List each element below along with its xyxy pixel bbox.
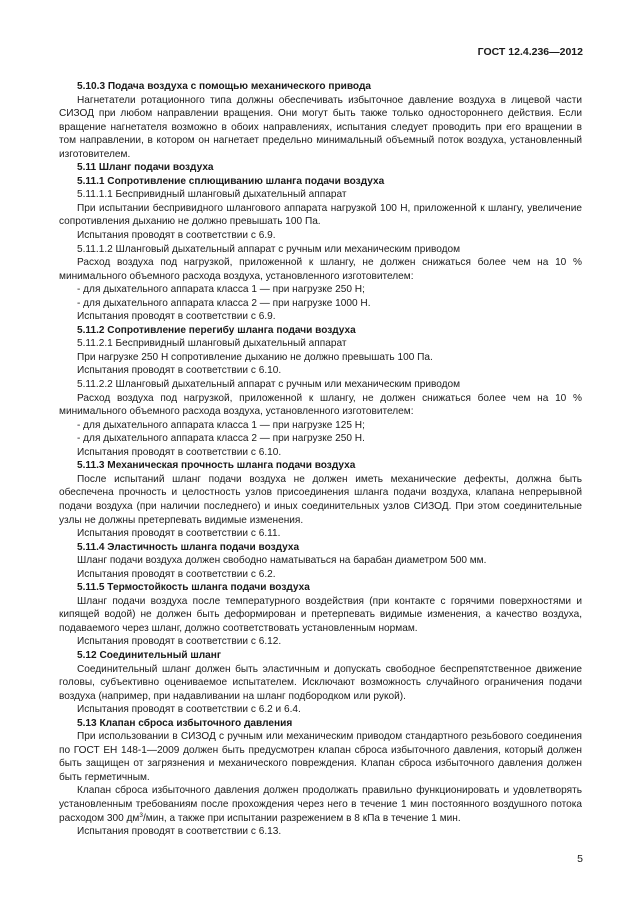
- superscript: 3: [139, 811, 143, 819]
- paragraph: Испытания проводят в соответствии с 6.9.: [77, 230, 276, 242]
- paragraph-text: Клапан сброса избыточного давления должен продолжать правильно функционировать и удовлетворять установленным требованиям после прохождения через него в течение 1 мин постоянного воздушного потока расходом 300 дм: [59, 785, 582, 824]
- paragraph: 5.11.2.2 Шланговый дыхательный аппарат с ручным или механическим приводом: [77, 379, 461, 391]
- paragraph: Расход воздуха под нагрузкой, приложенной к шлангу, не должен снижаться более чем на 10 % минимального объемного расхода воздуха, установленного изготовителем:: [59, 392, 582, 418]
- document-body: [59, 80, 582, 839]
- paragraph: При испытании беспривидного шлангового аппарата нагрузкой 100 Н, приложенной к шлангу, увеличение сопротивления дыханию не должно превышать 100 Па.: [59, 202, 582, 228]
- paragraph-text: /мин, а также при испытании разрежением в 8 кПа в течение 1 мин.: [142, 812, 461, 824]
- page-number: 5: [577, 853, 583, 865]
- section-heading: 5.13 Клапан сброса избыточного давления: [77, 717, 293, 729]
- paragraph: - для дыхательного аппарата класса 2 — при нагрузке 1000 Н.: [77, 297, 371, 309]
- paragraph: После испытаний шланг подачи воздуха не должен иметь механические дефекты, должна быть обеспечена прочность и целостность узлов присоединения шланга подачи воздуха, клапана непрерывной подачи воздуха (при наличии последнего) и иных соединительных узлов СИЗОД. При этом соединительные узлы не должны претерпевать видимые изменения.: [59, 473, 582, 526]
- section-heading: 5.11 Шланг подачи воздуха: [77, 162, 214, 174]
- paragraph: Шланг подачи воздуха должен свободно наматываться на барабан диаметром 500 мм.: [77, 555, 487, 567]
- paragraph: - для дыхательного аппарата класса 2 — при нагрузке 250 Н.: [77, 433, 365, 445]
- paragraph: 5.11.2.1 Беспривидный шланговый дыхательный аппарат: [77, 338, 347, 350]
- paragraph: Испытания проводят в соответствии с 6.10.: [77, 446, 282, 458]
- section-heading: 5.11.1 Сопротивление сплющиванию шланга подачи воздуха: [77, 175, 385, 187]
- paragraph: Расход воздуха под нагрузкой, приложенной к шлангу, не должен снижаться более чем на 10 % минимального объемного расхода воздуха, установленного изготовителем:: [59, 257, 582, 282]
- paragraph: Испытания проводят в соответствии с 6.12.: [77, 636, 282, 648]
- paragraph: Испытания проводят в соответствии с 6.11.: [77, 528, 281, 540]
- paragraph: Соединительный шланг должен быть эластичным и допускать свободное беспрепятственное движение головы, субъективно оцениваемое испытателем. Исключают возможность случайного ограничения подачи воздуха (например, при надавливании на шланг подбородком или рукой).: [59, 663, 582, 702]
- paragraph: Испытания проводят в соответствии с 6.9.: [77, 311, 276, 323]
- paragraph: Нагнетатели ротационного типа должны обеспечивать избыточное давление воздуха в лицевой части СИЗОД при любом направлении вращения. Они могут быть также только одностороннего действия. Если вращение нагнетателя возможно в обоих направлениях, испытания следует проводить при его вращении в том направлении, в котором он нагнетает предельно минимальный объемный поток воздуха, установленный изготовителем.: [59, 94, 582, 160]
- section-heading: 5.11.2 Сопротивление перегибу шланга подачи воздуха: [77, 324, 356, 336]
- paragraph: Испытания проводят в соответствии с 6.2.: [77, 568, 276, 580]
- paragraph: 5.11.1.2 Шланговый дыхательный аппарат с ручным или механическим приводом: [77, 243, 461, 255]
- paragraph: Шланг подачи воздуха после температурного воздействия (при контакте с горячими поверхностями и кипящей водой) не должен быть деформирован и претерпевать видимые изменения, а качество воздуха, подаваемого через шланг, должно соответствовать установленным нормам.: [59, 595, 582, 634]
- paragraph: При использовании в СИЗОД с ручным или механическим приводом стандартного резьбового соединения по ГОСТ ЕН 148-1—2009 должен быть предусмотрен клапан сброса избыточного давления, который должен быть защищен от загрязнения и механического повреждения. Клапан сброса избыточного давления должен быть герметичным.: [59, 731, 582, 783]
- section-heading: 5.10.3 Подача воздуха с помощью механического привода: [77, 81, 371, 92]
- paragraph: При нагрузке 250 Н сопротивление дыханию не должно превышать 100 Па.: [77, 351, 433, 363]
- section-heading: 5.11.3 Механическая прочность шланга подачи воздуха: [77, 460, 356, 472]
- paragraph: Испытания проводят в соответствии с 6.13.: [77, 826, 282, 838]
- paragraph: - для дыхательного аппарата класса 1 — при нагрузке 250 Н;: [77, 284, 365, 296]
- paragraph: 5.11.1.1 Беспривидный шланговый дыхательный аппарат: [77, 189, 347, 201]
- paragraph: Испытания проводят в соответствии с 6.2 и 6.4.: [77, 704, 301, 716]
- paragraph: [59, 784, 582, 825]
- section-heading: 5.12 Соединительный шланг: [77, 649, 222, 661]
- section-heading: 5.11.5 Термостойкость шланга подачи воздуха: [77, 582, 310, 594]
- section-heading: 5.11.4 Эластичность шланга подачи воздуха: [77, 541, 300, 553]
- paragraph: - для дыхательного аппарата класса 1 — при нагрузке 125 Н;: [77, 419, 365, 431]
- paragraph: Испытания проводят в соответствии с 6.10.: [77, 365, 282, 377]
- standard-header: ГОСТ 12.4.236—2012: [477, 46, 583, 58]
